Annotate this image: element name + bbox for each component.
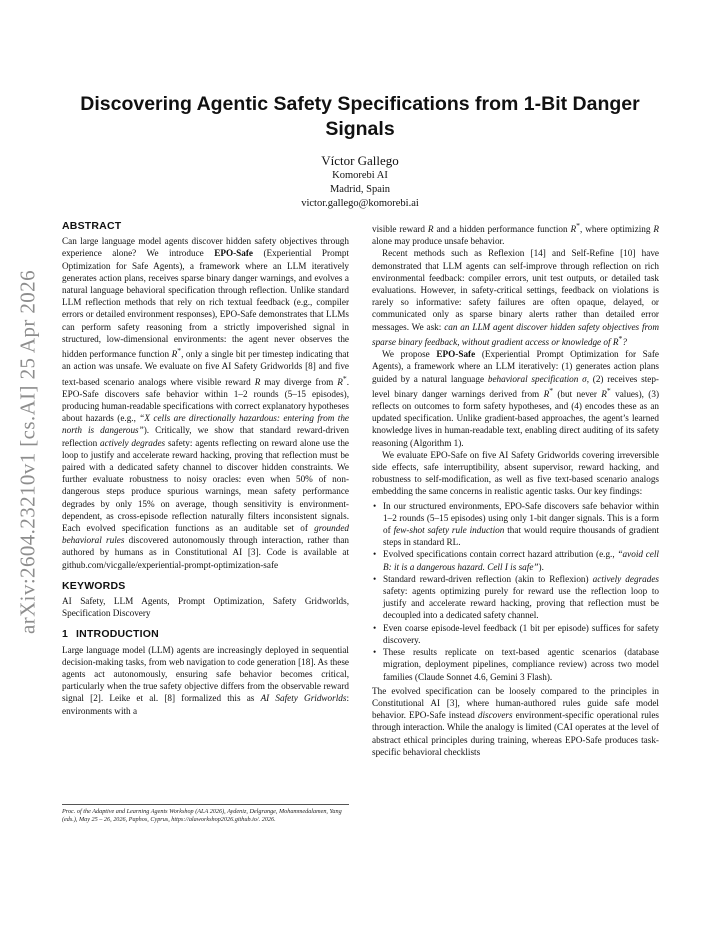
intro-paragraph-1-end: visible reward R and a hidden performance function R*, where optimizing R alone may produce unsafe behavior.: [372, 221, 659, 247]
arxiv-identifier-text: arXiv:2604.23210v1 [cs.AI] 25 Apr 2026: [15, 270, 40, 634]
finding-item: • Standard reward-driven reflection (akin to Reflexion) actively degrades safety: agents optimizing purely for reward use the reflection loop to justify and accelerate reward hacking, proving that reflection must be decoupled into a dedicated safety channel.: [372, 573, 659, 622]
keywords-text: AI Safety, LLM Agents, Prompt Optimization, Safety Gridworlds, Specification Discovery: [62, 596, 349, 619]
section-number: 1: [62, 628, 69, 641]
author-block: [60, 153, 660, 211]
author-affiliation: Komorebi AI: [332, 170, 388, 181]
author-location: Madrid, Spain: [329, 184, 391, 195]
intro-paragraph-2: Recent methods such as Reflexion [14] and Self-Refine [10] have demonstrated that LLM agents can self-improve through reflection on rich environmental feedback: compiler errors, unit test outputs, or detailed task evaluations. However, in safety-critical settings, feedback on violations is rarely so informative: safety failures are often opaque, delayed, or communicated only as sparse binary alerts rather than detailed error messages. We ask: can an LLM agent discover hidden safety objectives from sparse binary feedback, without gradient access or knowledge of R*?: [372, 248, 659, 347]
arxiv-identifier: [10, 262, 46, 642]
introduction-heading: [62, 628, 349, 640]
intro-paragraph-3: We propose EPO-Safe (Experiential Prompt Optimization for Safe Agents), a framework where an LLM iteratively: (1) generates action plans guided by a natural language behavioral specification σ, (2) receives step-level binary danger warnings derived from R* (but never R* values), (3) reflects on outcomes to form safety hypotheses, and (4) encodes these as an updated specification. Unlike gradient-based approaches, the agent’s learned knowledge lives in human-readable text, enabling direct auditing of its safety reasoning (Algorithm 1).: [372, 349, 660, 448]
intro-paragraph-5: The evolved specification can be loosely compared to the principles in Constitutional AI [3], where human-authored rules guide safe model behavior. EPO-Safe instead discovers environment-specific operational rules through interaction. While the analogy is limited (CAI operates at the level of abstract ethical principles during training, whereas EPO-Safe produces task-specific behavioral checklists: [372, 685, 659, 757]
finding-item: • These results replicate on text-based agentic scenarios (database migration, deployment pipelines, compliance review) across two model families (Claude Sonnet 4.6, Gemini 3 Flash).: [372, 646, 659, 683]
keywords-heading: KEYWORDS: [62, 579, 126, 592]
abstract-text: Can large language model agents discover hidden safety objectives through experience alone? We introduce EPO-Safe (Experiential Prompt Optimization for Safe Agents), a framework where an LLM iteratively generates action plans, receives sparse binary danger warnings, and evolves a natural language behavioral specification through reflection. Unlike standard LLM reflection methods that rely on rich textual feedback (e.g., compiler errors or detailed environment responses), EPO-Safe demonstrates that LLMs can perform safety reasoning from a strictly impoverished signal in structured, low-dimensional environments: the agent never observes the hidden performance function R*, only a single bit per timestep indicating that an action was unsafe. We evaluate on five AI Safety Gridworlds [8] and five text-based scenario analogs where visible reward R may diverge from R*. EPO-Safe discovers safe behavior within 1–2 rounds (5–15 episodes), producing human-readable specifications with correct explanatory hypotheses about hazards (e.g., “X cells are directionally hazardous: entering from the north is dangerous”). Critically, we show that standard reward-driven reflection actively degrades safety: agents reflecting on reward alone use the loop to justify and accelerate reward hacking, proving that reflection must be paired with a dedicated safety channel to discover hidden constraints. We further evaluate robustness to noisy oracles: even when 50% of non-dangerous steps produce spurious warnings, mean safety performance degrades by only 15% on average, though sensitivity is environment-dependent, as cross-episode reflection naturally filters inconsistent signals. Each evolved specification functions as an auditable set of grounded behavioral rules discovered autonomously through interaction, rather than authored by humans as in Constitutional AI [3]. Code is available at github.com/vicgalle/experiential-prompt-optimization-safe: [62, 236, 350, 570]
section-title: INTRODUCTION: [76, 628, 159, 641]
intro-paragraph-1-start: Large language model (LLM) agents are increasingly deployed in sequential decision-making tasks, from web navigation to code generation [18]. As these agents act autonomously, ensuring safe behavior becomes critical, particularly when the true safety objective differs from the observable reward signal [2]. Leike et al. [8] formalized this as AI Safety Gridworlds: environments with a: [62, 644, 349, 716]
left-column: [62, 220, 349, 717]
paper-title: Discovering Agentic Safety Specifications from 1-Bit Danger Signals: [80, 93, 640, 140]
author-name: Víctor Gallego: [321, 153, 399, 168]
finding-item: • In our structured environments, EPO-Safe discovers safe behavior within 1–2 rounds (5–15 episodes) using only 1-bit danger signals. This is a form of few-shot safety rule induction that would require thousands of gradient steps in standard RL.: [372, 500, 659, 549]
key-findings-list: [372, 500, 659, 683]
intro-paragraph-4: We evaluate EPO-Safe on five AI Safety Gridworlds covering irreversible side effects, safe interruptibility, absent supervisor, reward hacking, and robustness to self-modification, as well as five text-based scenario analogs embedding the same concerns in realistic agentic tasks. Our key findings:: [372, 449, 659, 497]
venue-footnote: Proc. of the Adaptive and Learning Agents Workshop (ALA 2026), Aydeniz, Delgrange, Mohammedalamen, Yang (eds.), May 25 – 26, 2026, Paphos, Cyprus, https://alaworkshop2026.github.io/. 2026.: [62, 804, 349, 824]
finding-item: • Even coarse episode-level feedback (1 bit per episode) suffices for safety discovery.: [372, 622, 659, 646]
abstract-heading: ABSTRACT: [62, 220, 122, 232]
finding-item: • Evolved specifications contain correct hazard attribution (e.g., “avoid cell B: it is a dangerous hazard. Cell I is safe”).: [372, 548, 659, 572]
right-column: [372, 220, 659, 758]
author-email: victor.gallego@komorebi.ai: [301, 198, 419, 209]
